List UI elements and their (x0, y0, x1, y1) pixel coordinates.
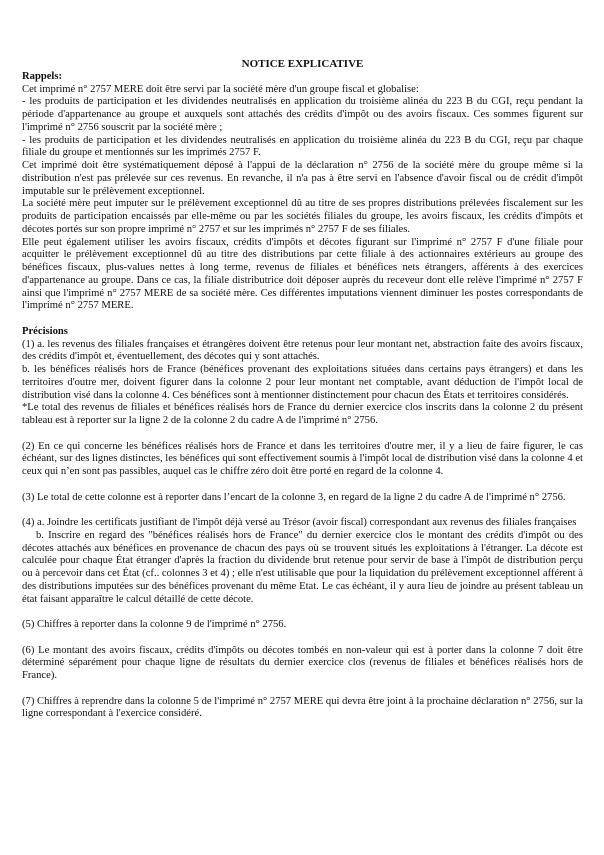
document-title: NOTICE EXPLICATIVE (241, 58, 364, 70)
rappels-paragraph: Cet imprimé n° 2757 MERE doit être servi par la société mère d'un groupe fiscal et globalise: (22, 83, 419, 95)
note-1a: (1) a. les revenus des filiales françaises et étrangères doivent être retenus pour leur montant net, abstraction faite des avoirs fiscaux, des crédits d'impôt et, éventuellement, des décotes qui y sont attachés. (22, 338, 583, 363)
precisions-heading: Précisions (22, 325, 68, 337)
rappels-paragraph: Cet imprimé doit être systématiquement déposé à l'appui de la déclaration n° 2756 de la société mère du groupe même si la distribution n'est pas prélevée sur ces revenus. En revanche, il n'a pas à être servi en l'absence d'avoir fiscal ou de crédit d'impôt imputable sur le prélèvement exceptionnel. (22, 160, 583, 197)
spacer (22, 428, 583, 441)
note-2: (2) En ce qui concerne les bénéfices réalisés hors de France et dans les territoires d'outre mer, il y a lieu de faire figurer, le cas échéant, sur des lignes distinctes, les bénéfices qui sont effectivement soumis à l'impôt local de distribution visé dans la colonne 4 et ceux qui n’en sont pas passibles, auquel cas le chiffre zéro doit être porté en regard de la colonne 4. (22, 440, 583, 477)
rappels-paragraph: La société mère peut imputer sur le prélèvement exceptionnel dû au titre de ses propres distributions prélevées fiscalement sur les produits de participation encaissés par elle-même ou par les sociétés filiales du groupe, les avoirs fiscaux, les crédits d'impôts et décotes portés sur son propre imprimé n° 2757 et sur les imprimés n° 2757 F de ses filiales. (22, 198, 583, 235)
spacer (22, 683, 583, 696)
spacer (22, 313, 583, 326)
spacer (22, 632, 583, 645)
document-page (22, 58, 583, 721)
rappels-paragraph: - les produits de participation et les dividendes neutralisés en application du troisième alinéa du 223 B du CGI, reçu pendant la période d'appartenance au groupe et auxquels sont attachés des crédits d'impôt ou des avoirs fiscaux. Ces sommes figurent sur l'imprimé n° 2756 souscrit par la société mère ; (22, 96, 583, 133)
note-3: (3) Le total de cette colonne est à reporter dans l’encart de la colonne 3, en regard de la ligne 2 du cadre A de l'imprimé n° 2756. (22, 491, 566, 503)
rappels-heading: Rappels: (22, 70, 63, 82)
note-5: (5) Chiffres à reporter dans la colonne 9 de l'imprimé n° 2756. (22, 619, 287, 630)
note-1b: b. les bénéfices réalisés hors de France (bénéfices provenant des exploitations situées dans certains pays étrangers) et dans les territoires d'outre mer, doivent figurer dans la colonne 2 pour leur montant net comptable, avant déduction de l'impôt local de distribution visé dans la colonne 4. Ces bénéfices sont à mentionner distinctement pour chacun des États et territoires considérés. (22, 364, 583, 401)
spacer (22, 606, 583, 619)
spacer (22, 479, 583, 492)
rappels-paragraph: - les produits de participation et les dividendes neutralisés en application du troisième alinéa du 223 B du CGI, reçu par chaque filiale du groupe et mentionnés sur les imprimés 2757 F. (22, 134, 583, 159)
note-6: (6) Le montant des avoirs fiscaux, crédits d'impôts ou décotes tombés en non-valeur qui est à porter dans la colonne 7 doit être déterminé séparément pour chaque ligne de résultats du dernier exercice clos (revenus de filiales et bénéfices réalisés hors de France). (22, 644, 583, 681)
note-4a: (4) a. Joindre les certificats justifiant de l'impôt déjà versé au Trésor (avoir fiscal) correspondant aux revenus des filiales françaises (22, 517, 577, 528)
note-7: (7) Chiffres à reprendre dans la colonne 5 de l'imprimé n° 2757 MERE qui devra être joint à la prochaine déclaration n° 2756, sur la ligne correspondant à l'exercice considéré. (22, 695, 583, 720)
rappels-paragraph: Elle peut également utiliser les avoirs fiscaux, crédits d'impôts et décotes figurant sur l'imprimé n° 2757 F d'une filiale pour acquitter le prélèvement exceptionnel dû au titre des distributions par cette filiale à des actionnaires extérieurs au groupe des bénéfices fiscaux, plus-values nettes à long terme, revenus de filiales et bénéfices nets étrangers, afférents à des exercices d'appartenance au groupe. Dans ce cas, la filiale distributrice doit déposer auprès du receveur dont elle relève l'imprimé n° 2757 F ainsi que l'imprimé n° 2757 MERE de sa société mère. Ces différentes imputations viennent diminuer les postes correspondants de l'imprimé n° 2757 MERE. (22, 236, 583, 312)
note-1-total: *Le total des revenus de filiales et bénéfices réalisés hors de France du dernier exercice clos inscrits dans la colonne 2 du présent tableau est à reporter sur la ligne 2 de la colonne 2 du cadre A de l'imprimé n° 2756. (22, 402, 583, 426)
precisions-section (22, 326, 583, 721)
rappels-section (22, 71, 583, 313)
spacer (22, 504, 583, 517)
note-4b: b. Inscrire en regard des "bénéfices réalisés hors de France" du dernier exercice clos le montant des crédits d'impôt ou des décotes attachés aux bénéfices en provenance de chacun des pays où se trouvent situés les exploitations à l'étranger. La décote est calculée pour chaque État étranger d'après la fraction du dividende brut retenue pour servir de base à l'impôt de distribution perçu ou à percevoir dans cet État (cf.. colonnes 3 et 4) ; elle n'est utilisable que pour la liquidation du prélèvement exceptionnel afférent à des distributions imputées sur des bénéfices provenant du même Etat. Le cas échéant, il y aura lieu de joindre au présent tableau un état faisant apparaître le calcul détaillé de cette décote. (22, 529, 583, 605)
